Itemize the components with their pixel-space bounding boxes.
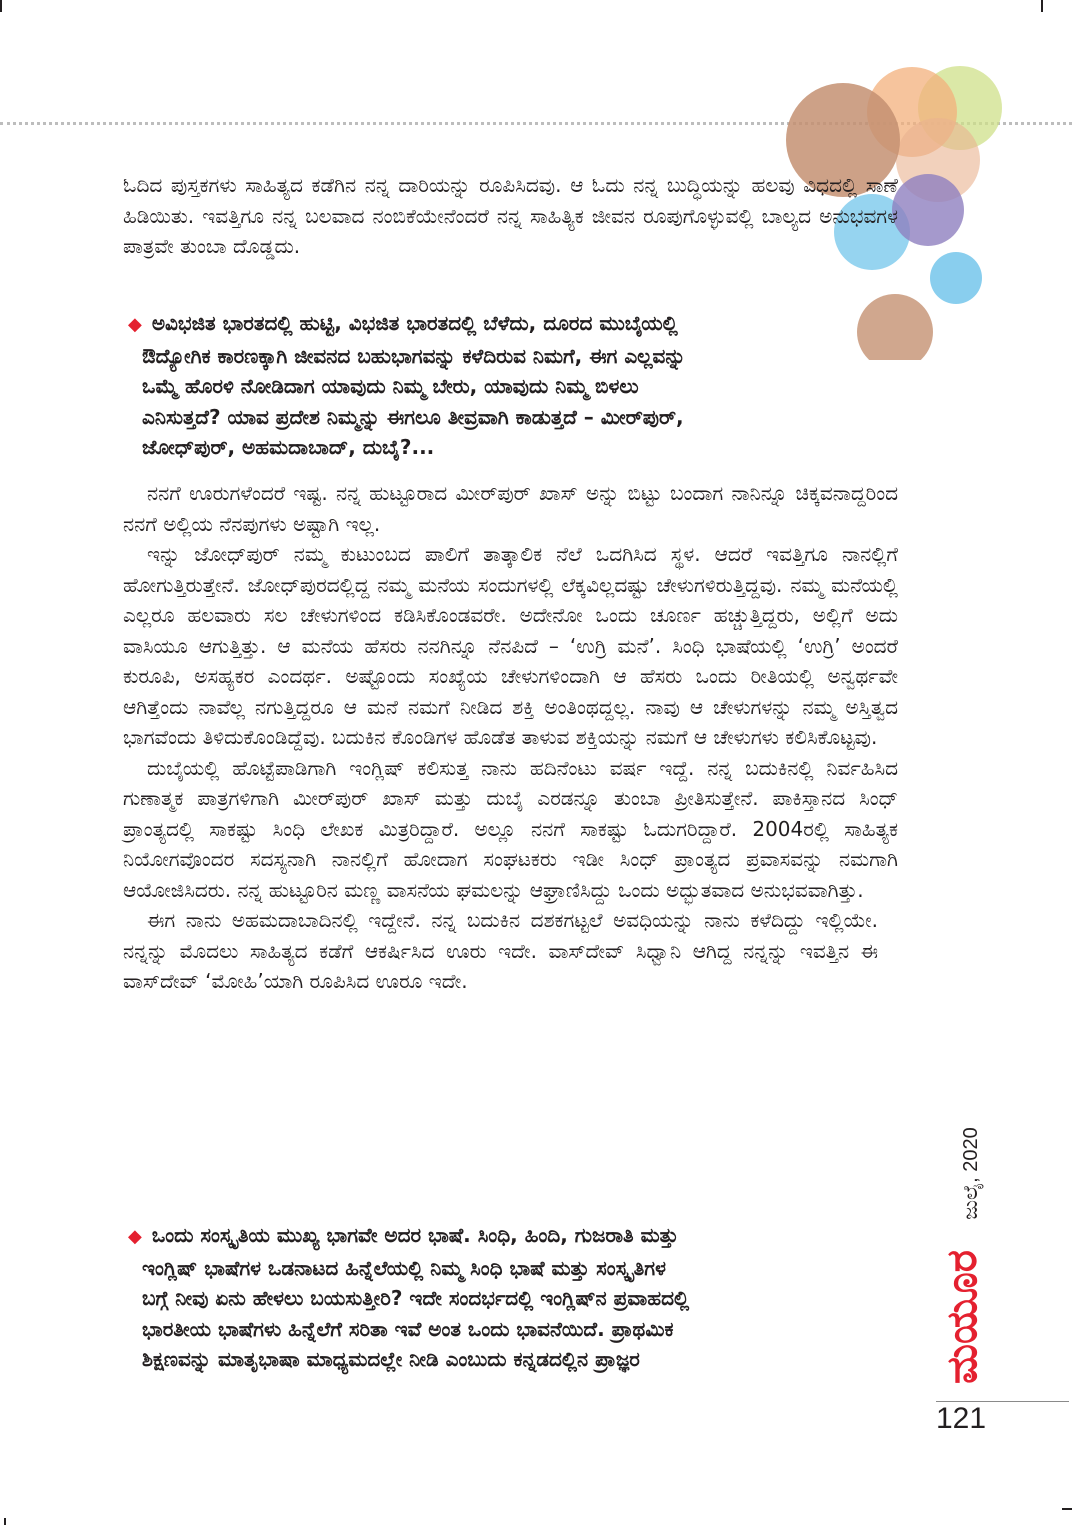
question-1-line-2: ಔದ್ಯೋಗಿಕ ಕಾರಣಕ್ಕಾಗಿ ಜೀವನದ ಬಹುಭಾಗವನ್ನು ಕಳೆದಿರುವ ನಿಮಗೆ, ಈಗ ಎಲ್ಲವನ್ನು bbox=[142, 343, 686, 368]
answer-1 bbox=[123, 478, 898, 997]
question-2-line-5: ಶಿಕ್ಷಣವನ್ನು ಮಾತೃಭಾಷಾ ಮಾಧ್ಯಮದಲ್ಲೇ ನೀಡಿ ಎಂಬುದು ಕನ್ನಡದಲ್ಲಿನ ಪ್ರಾಜ್ಞರ bbox=[142, 1347, 640, 1371]
circle-blue-small bbox=[930, 252, 982, 304]
answer-1-paragraph: ಈಗ ನಾನು ಅಹಮದಾಬಾದಿನಲ್ಲಿ ಇದ್ದೇನೆ. ನನ್ನ ಬದುಕಿನ ದಶಕಗಟ್ಟಲೆ ಅವಧಿಯನ್ನು ನಾನು ಕಳೆದಿದ್ದು ಇಲ್ಲಿಯೇ. ನನ್ನನ್ನು ಮೊದಲು ಸಾಹಿತ್ಯದ ಕಡೆಗೆ ಆಕರ್ಷಿಸಿದ ಊರು ಇದೇ. ವಾಸ್‌ದೇವ್ ಸಿಧ್ವಾನಿ ಆಗಿದ್ದ ನನ್ನನ್ನು ಇವತ್ತಿನ ಈ ವಾಸ್‌ದೇವ್ ‘ಮೋಹಿ’ಯಾಗಿ ರೂಪಿಸಿದ ಊರೂ ಇದೇ. bbox=[123, 908, 878, 993]
circle-purple bbox=[892, 174, 964, 246]
question-1 bbox=[128, 308, 888, 463]
answer-1-paragraph: ದುಬೈಯಲ್ಲಿ ಹೊಟ್ಟೆಪಾಡಿಗಾಗಿ ಇಂಗ್ಲಿಷ್ ಕಲಿಸುತ್ತ ನಾನು ಹದಿನೆಂಟು ವರ್ಷ ಇದ್ದೆ. ನನ್ನ ಬದುಕಿನಲ್ಲಿ ನಿರ್ವಹಿಸಿದ ಗುಣಾತ್ಮಕ ಪಾತ್ರಗಳಿಗಾಗಿ ಮೀರ್‌ಪುರ್ ಖಾಸ್ ಮತ್ತು ದುಬೈ ಎರಡನ್ನೂ ತುಂಬಾ ಪ್ರೀತಿಸುತ್ತೇನೆ. ಪಾಕಿಸ್ತಾನದ ಸಿಂಧ್ ಪ್ರಾಂತ್ಯದಲ್ಲಿ ಸಾಕಷ್ಟು ಸಿಂಧಿ ಲೇಖಕ ಮಿತ್ರರಿದ್ದಾರೆ. ಅಲ್ಲೂ ನನಗೆ ಸಾಕಷ್ಟು ಓದುಗರಿದ್ದಾರೆ. 2004ರಲ್ಲಿ ಸಾಹಿತ್ಯಕ ನಿಯೋಗವೊಂದರ ಸದಸ್ಯನಾಗಿ ನಾನಲ್ಲಿಗೆ ಹೋದಾಗ ಸಂಘಟಕರು ಇಡೀ ಸಿಂಧ್ ಪ್ರಾಂತ್ಯದ ಪ್ರವಾಸವನ್ನು ನಮಗಾಗಿ ಆಯೋಜಿಸಿದರು. ನನ್ನ ಹುಟ್ಟೂರಿನ ಮಣ್ಣ ವಾಸನೆಯ ಘಮಲನ್ನು ಆಘ್ರಾಣಿಸಿದ್ದು ಒಂದು ಅದ್ಭುತವಾದ ಅನುಭವವಾಗಿತ್ತು. bbox=[123, 755, 898, 902]
magazine-name: ಮಯೂರ bbox=[937, 1250, 987, 1384]
magazine-logo bbox=[932, 1232, 992, 1402]
issue-date-text: ಜುಲೈ, 2020 bbox=[959, 1126, 982, 1220]
question-1-line-1: ◆ ಅವಿಭಜಿತ ಭಾರತದಲ್ಲಿ ಹುಟ್ಟಿ, ವಿಭಜಿತ ಭಾರತದಲ್ಲಿ ಬೆಳೆದು, ದೂರದ ಮುಬೈಯಲ್ಲಿ bbox=[128, 311, 678, 335]
page-number: 121 bbox=[936, 1402, 987, 1435]
issue-date bbox=[956, 1118, 986, 1228]
bullet-diamond-icon: ◆ bbox=[128, 1226, 142, 1247]
question-1-line-4: ಎನಿಸುತ್ತದೆ? ಯಾವ ಪ್ರದೇಶ ನಿಮ್ಮನ್ನು ಈಗಲೂ ತೀವ್ರವಾಗಿ ಕಾಡುತ್ತದೆ – ಮೀರ್‌ಪುರ್, bbox=[142, 404, 684, 429]
bullet-diamond-icon: ◆ bbox=[128, 314, 142, 335]
intro-text: ಓದಿದ ಪುಸ್ತಕಗಳು ಸಾಹಿತ್ಯದ ಕಡೆಗಿನ ನನ್ನ ದಾರಿಯನ್ನು ರೂಪಿಸಿದವು. ಆ ಓದು ನನ್ನ ಬುದ್ಧಿಯನ್ನು ಹಲವು ವಿಧದಲ್ಲಿ ಸಾಣೆ ಹಿಡಿಯಿತು. ಇವತ್ತಿಗೂ ನನ್ನ ಬಲವಾದ ನಂಬಿಕೆಯೇನೆಂದರೆ ನನ್ನ ಸಾಹಿತ್ಯಿಕ ಜೀವನ ರೂಪುಗೊಳ್ಳುವಲ್ಲಿ ಬಾಲ್ಯದ ಅನುಭವಗಳ ಪಾತ್ರವೇ ತುಂಬಾ ದೊಡ್ಡದು. bbox=[123, 173, 898, 258]
question-2-line-3: ಬಗ್ಗೆ ನೀವು ಏನು ಹೇಳಲು ಬಯಸುತ್ತೀರಿ? ಇದೇ ಸಂದರ್ಭದಲ್ಲಿ ಇಂಗ್ಲಿಷ್‌ನ ಪ್ರವಾಹದಲ್ಲಿ bbox=[142, 1286, 690, 1310]
answer-1-paragraph: ಇನ್ನು ಜೋಧ್‌ಪುರ್ ನಮ್ಮ ಕುಟುಂಬದ ಪಾಲಿಗೆ ತಾತ್ಕಾಲಿಕ ನೆಲೆ ಒದಗಿಸಿದ ಸ್ಥಳ. ಆದರೆ ಇವತ್ತಿಗೂ ನಾನಲ್ಲಿಗೆ ಹೋಗುತ್ತಿರುತ್ತೇನೆ. ಜೋಧ್‌ಪುರದಲ್ಲಿದ್ದ ನಮ್ಮ ಮನೆಯ ಸಂದುಗಳಲ್ಲಿ ಲೆಕ್ಕವಿಲ್ಲದಷ್ಟು ಚೇಳುಗಳಿರುತ್ತಿದ್ದವು. ನಮ್ಮ ಮನೆಯಲ್ಲಿ ಎಲ್ಲರೂ ಹಲವಾರು ಸಲ ಚೇಳುಗಳಿಂದ ಕಡಿಸಿಕೊಂಡವರೇ. ಅದೇನೋ ಒಂದು ಚೂರ್ಣ ಹಚ್ಚುತ್ತಿದ್ದರು, ಅಲ್ಲಿಗೆ ಅದು ವಾಸಿಯೂ ಆಗುತ್ತಿತ್ತು. ಆ ಮನೆಯ ಹೆಸರು ನನಗಿನ್ನೂ ನೆನಪಿದೆ – ‘ಉಗ್ರಿ ಮನೆ’. ಸಿಂಧಿ ಭಾಷೆಯಲ್ಲಿ ‘ಉಗ್ರಿ’ ಅಂದರೆ ಕುರೂಪಿ, ಅಸಹ್ಯಕರ ಎಂದರ್ಥ. ಅಷ್ಟೊಂದು ಸಂಖ್ಯೆಯ ಚೇಳುಗಳಿಂದಾಗಿ ಆ ಹೆಸರು ಒಂದು ರೀತಿಯಲ್ಲಿ ಅನ್ವರ್ಥವೇ ಆಗಿತ್ತೆಂದು ನಾವೆಲ್ಲ ನಗುತ್ತಿದ್ದರೂ ಆ ಮನೆ ನಮಗೆ ನೀಡಿದ ಶಕ್ತಿ ಅಂತಿಂಥದ್ದಲ್ಲ. ನಾವು ಆ ಚೇಳುಗಳನ್ನು ನಮ್ಮ ಅಸ್ತಿತ್ವದ ಭಾಗವೆಂದು ತಿಳಿದುಕೊಂಡಿದ್ದೆವು. ಬದುಕಿನ ಕೊಂಡಿಗಳ ಹೊಡೆತ ತಾಳುವ ಶಕ್ತಿಯನ್ನು ನಮಗೆ ಆ ಚೇಳುಗಳು ಕಲಿಸಿಕೊಟ್ಟವು. bbox=[123, 542, 898, 749]
question-2-line-4: ಭಾರತೀಯ ಭಾಷೆಗಳು ಹಿನ್ನೆಲೆಗೆ ಸರಿತಾ ಇವೆ ಅಂತ ಒಂದು ಭಾವನೆಯಿದೆ. ಪ್ರಾಥಮಿಕ bbox=[142, 1316, 674, 1341]
answer-1-paragraph: ನನಗೆ ಊರುಗಳೆಂದರೆ ಇಷ್ಟ. ನನ್ನ ಹುಟ್ಟೂರಾದ ಮೀರ್‌ಪುರ್ ಖಾಸ್ ಅನ್ನು ಬಿಟ್ಟು ಬಂದಾಗ ನಾನಿನ್ನೂ ಚಿಕ್ಕವನಾದ್ದರಿಂದ ನನಗೆ ಅಲ್ಲಿಯ ನೆನಪುಗಳು ಅಷ್ಟಾಗಿ ಇಲ್ಲ. bbox=[123, 481, 898, 536]
crop-mark-bottom-left bbox=[4, 1518, 6, 1525]
question-2-line-1: ◆ ಒಂದು ಸಂಸ್ಕೃತಿಯ ಮುಖ್ಯ ಭಾಗವೇ ಅದರ ಭಾಷೆ. ಸಿಂಧಿ, ಹಿಂದಿ, ಗುಜರಾತಿ ಮತ್ತು bbox=[128, 1223, 679, 1247]
question-1-line-3: ಒಮ್ಮೆ ಹೊರಳಿ ನೋಡಿದಾಗ ಯಾವುದು ನಿಮ್ಮ ಬೇರು, ಯಾವುದು ನಿಮ್ಮ ಬಿಳಲು bbox=[142, 374, 639, 398]
question-1-line-5: ಜೋಧ್‌ಪುರ್, ಅಹಮದಾಬಾದ್, ದುಬೈ?... bbox=[142, 435, 435, 459]
crop-mark-bottom-right bbox=[1062, 1508, 1072, 1510]
intro-paragraph bbox=[123, 170, 898, 262]
question-2 bbox=[128, 1220, 888, 1375]
question-2-line-2: ಇಂಗ್ಲಿಷ್ ಭಾಷೆಗಳ ಒಡನಾಟದ ಹಿನ್ನೆಲೆಯಲ್ಲಿ ನಿಮ್ಮ ಸಿಂಧಿ ಭಾಷೆ ಮತ್ತು ಸಂಸ್ಕೃತಿಗಳ bbox=[142, 1255, 666, 1280]
